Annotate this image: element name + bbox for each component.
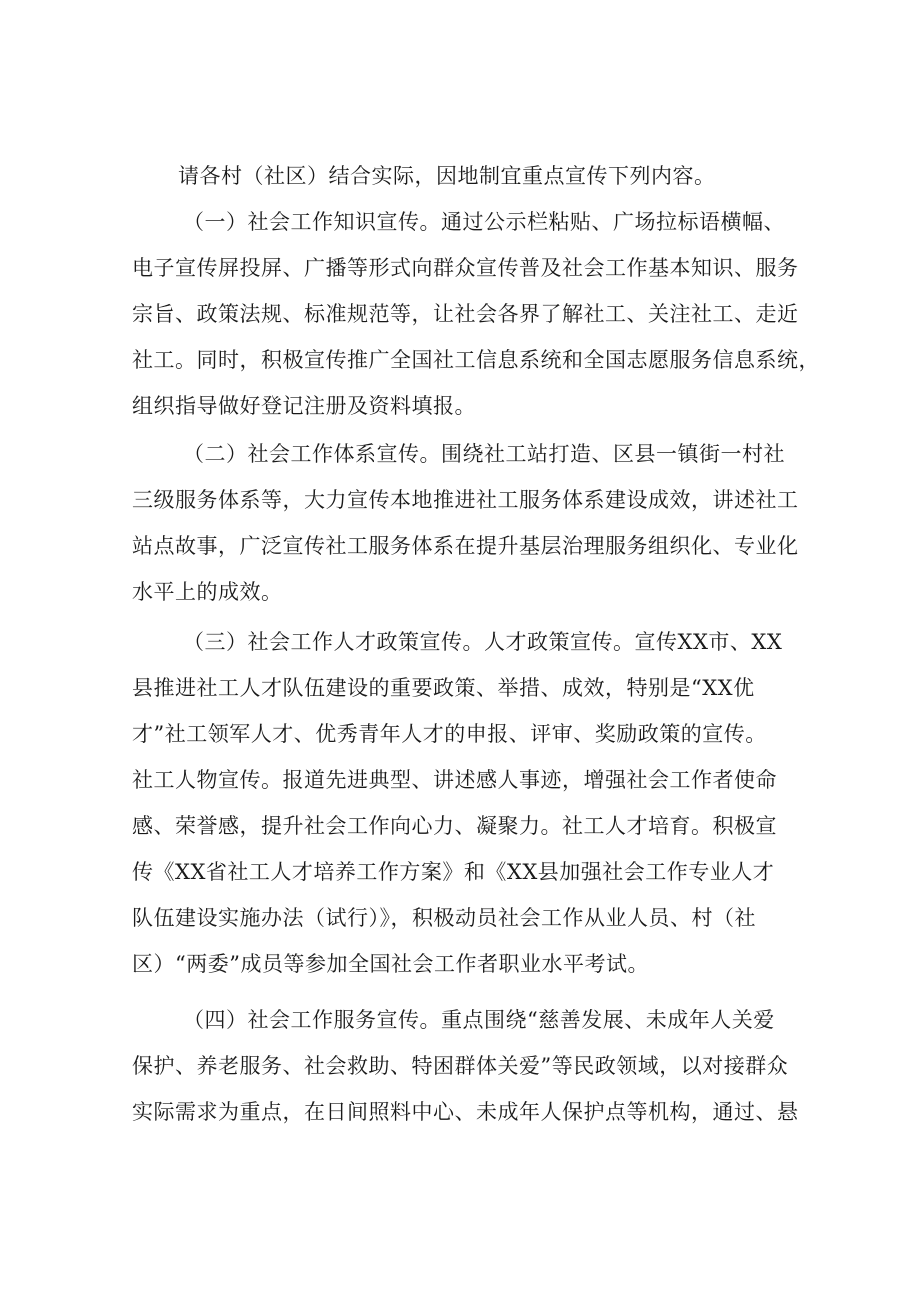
section-3-line-5: 感、荣誉感，提升社会工作向心力、凝聚力。社工人才培育。积极宣 [132, 814, 777, 838]
section-3-line-8: 区）“两委”成员等参加全国社会工作者职业水平考试。 [132, 952, 649, 976]
section-3-line-4: 社工人物宣传。报道先进典型、讲述感人事迹，增强社会工作者使命 [132, 768, 777, 792]
section-1-line-5: 组织指导做好登记注册及资料填报。 [132, 394, 476, 418]
section-2-line-2: 三级服务体系等，大力宣传本地推进社工服务体系建设成效，讲述社工 [132, 488, 799, 512]
section-1-line-4: 社工。同时，积极宣传推广全国社工信息系统和全国志愿服务信息系统， [132, 348, 820, 372]
section-3-line-6: 传《XX省社工人才培养工作方案》和《XX县加强社会工作专业人才 [132, 860, 775, 884]
section-2-line-4: 水平上的成效。 [132, 580, 283, 604]
section-3-line-3: 才”社工领军人才、优秀青年人才的申报、评审、奖励政策的宣传。 [132, 722, 767, 746]
section-4-line-2: 保护、养老服务、社会救助、特困群体关爱”等民政领域，以对接群众 [132, 1054, 789, 1078]
section-3-line-7: 队伍建设实施办法（试行）》，积极动员社会工作从业人员、村（社 [132, 906, 756, 930]
section-1-line-1: （一）社会工作知识宣传。通过公示栏粘贴、广场拉标语横幅、 [183, 210, 785, 234]
section-3-line-1: （三）社会工作人才政策宣传。人才政策宣传。宣传XX市、XX [183, 630, 783, 654]
section-1-line-3: 宗旨、政策法规、标准规范等，让社会各界了解社工、关注社工、走近 [132, 302, 799, 326]
section-4-line-1: （四）社会工作服务宣传。重点围绕“慈善发展、未成年人关爱 [183, 1008, 775, 1032]
section-4-line-3: 实际需求为重点，在日间照料中心、未成年人保护点等机构，通过、悬 [132, 1100, 799, 1124]
section-3-line-2: 县推进社工人才队伍建设的重要政策、举措、成效，特别是“XX优 [132, 676, 755, 700]
section-2-line-1: （二）社会工作体系宣传。围绕社工站打造、区县一镇街一村社 [183, 442, 785, 466]
section-1-line-2: 电子宣传屏投屏、广播等形式向群众宣传普及社会工作基本知识、服务 [132, 256, 799, 280]
intro-line-1: 请各村（社区）结合实际，因地制宜重点宣传下列内容。 [178, 164, 716, 188]
section-2-line-3: 站点故事，广泛宣传社工服务体系在提升基层治理服务组织化、专业化 [132, 534, 799, 558]
